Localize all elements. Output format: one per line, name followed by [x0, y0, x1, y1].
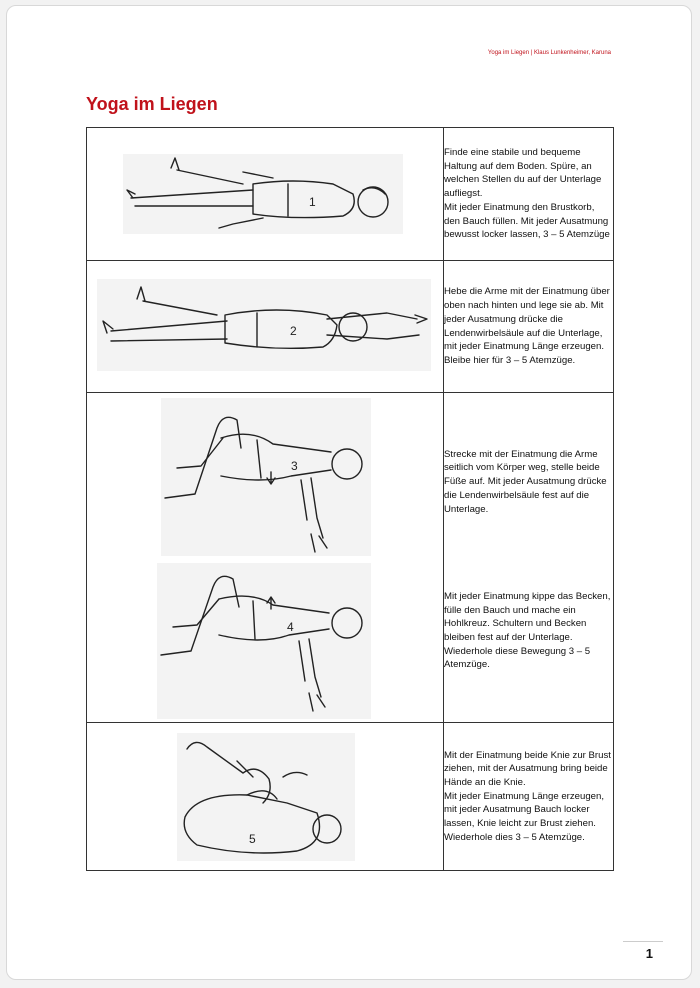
document-page: [6, 5, 692, 980]
instruction-text: Mit jeder Einatmung kippe das Becken, fülle den Bauch und mache ein Hohlkreuz. Schultern und Becken bleiben fest auf der Unterlage. Wiederhole diese Bewegung 3 – 5 Atemzüge.: [444, 590, 611, 671]
knees-to-chest-illustration: [177, 733, 355, 861]
header-note: Yoga im Liegen | Klaus Lunkenheimer, Karuna: [487, 50, 611, 56]
figure-cell: [87, 261, 444, 393]
figure-number: 3: [291, 459, 298, 473]
instruction-text: Strecke mit der Einatmung die Arme seitlich vom Körper weg, stelle beide Füße auf. Mit jeder Ausatmung drücke die Lendenwirbelsäule fest auf die Unterlage.: [444, 448, 607, 515]
table-row: [87, 128, 614, 261]
table-row: [87, 393, 614, 723]
figure-number: 1: [309, 195, 316, 209]
instruction-text: Mit der Einatmung beide Knie zur Brust ziehen, mit der Ausatmung bring beide Hände an die Knie. Mit jeder Einatmung Länge erzeugen, mit jeder Ausatmung Bauch locker lassen, Knie leicht zur Brust ziehen. Wiederhole dies 3 – 5 Atemzüge.: [444, 723, 614, 871]
figure-cell: [87, 723, 444, 871]
figure-number: 4: [287, 620, 294, 634]
figure-cell: [87, 393, 444, 723]
figure-number: 2: [290, 324, 297, 338]
instruction-text: Finde eine stabile und bequeme Haltung auf dem Boden. Spüre, an welchen Stellen du auf der Unterlage aufliegst. Mit jeder Einatmung den Brustkorb, den Bauch füllen. Mit jeder Ausatmung bewusst locker lassen, 3 – 5 Atemzüge: [444, 128, 614, 261]
lying-pose-illustration: [123, 154, 403, 234]
table-row: [87, 261, 614, 393]
table-row: [87, 723, 614, 871]
lying-arms-overhead-illustration: [97, 279, 431, 371]
instruction-text-group: [444, 393, 614, 723]
knees-bent-arms-out-illustration: [161, 398, 371, 556]
figure-cell: [87, 128, 444, 261]
pelvic-tilt-illustration: [157, 563, 371, 719]
footer-divider: [623, 941, 663, 942]
exercise-table: [86, 127, 614, 871]
page-title: Yoga im Liegen: [86, 94, 218, 114]
figure-number: 5: [249, 832, 256, 846]
page-number: 1: [645, 946, 653, 961]
instruction-text: Hebe die Arme mit der Einatmung über oben nach hinten und lege sie ab. Mit jeder Ausatmung drücke die Lendenwirbelsäule auf die Unterlage, mit jeder Einatmung Länge erzeugen. Bleibe hier für 3 – 5 Atemzüge.: [444, 261, 614, 393]
